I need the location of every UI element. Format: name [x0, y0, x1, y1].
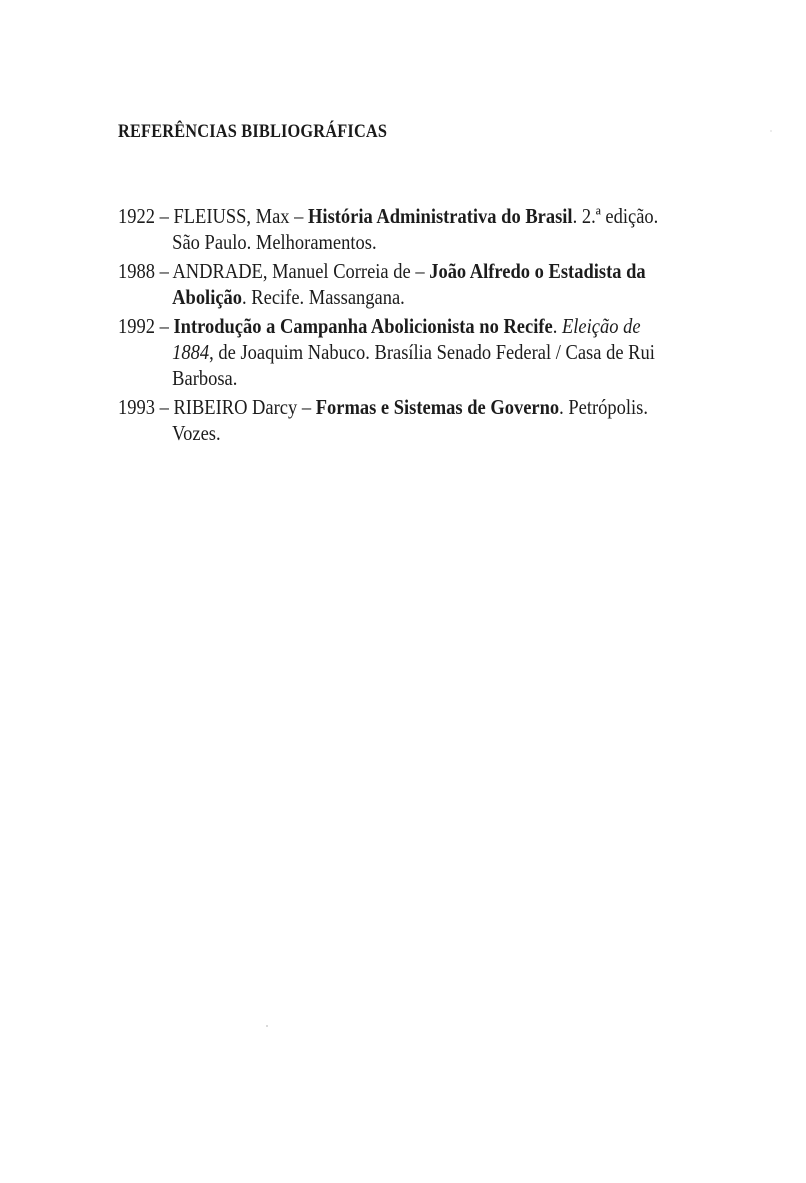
- reference-list: [118, 203, 668, 449]
- reference-author: 1922 – FLEIUSS, Max –: [118, 204, 309, 228]
- reference-author: 1993 – RIBEIRO Darcy –: [118, 395, 316, 419]
- reference-details: . Recife. Massangana.: [242, 285, 405, 309]
- reference-title: João Alfredo o Estadista da Abolição: [172, 259, 646, 309]
- reference-details: . Petrópolis. Vozes.: [172, 395, 649, 445]
- reference-italic-title: Eleição de 1884: [172, 314, 641, 364]
- reference-details-tail: , de Joaquim Nabuco. Brasília Senado Federal / Casa de Rui Barbosa.: [172, 340, 655, 390]
- reference-author: 1992 –: [118, 314, 174, 338]
- paper-speck: [266, 1025, 268, 1027]
- reference-author: 1988 – ANDRADE, Manuel Correia de –: [118, 259, 430, 283]
- reference-title: Formas e Sistemas de Governo: [315, 395, 560, 419]
- paper-speck: [770, 130, 772, 132]
- reference-entry: [118, 313, 668, 391]
- reference-details: . 2.ª edição. São Paulo. Melhoramentos.: [172, 204, 659, 254]
- reference-entry: [118, 394, 668, 446]
- reference-details: .: [552, 314, 562, 338]
- reference-entry: [118, 203, 668, 255]
- reference-title: Introdução a Campanha Abolicionista no Recife: [173, 314, 553, 338]
- reference-title: História Administrativa do Brasil: [308, 204, 573, 228]
- section-heading: REFERÊNCIAS BIBLIOGRÁFICAS: [118, 121, 388, 142]
- reference-entry: [118, 258, 668, 310]
